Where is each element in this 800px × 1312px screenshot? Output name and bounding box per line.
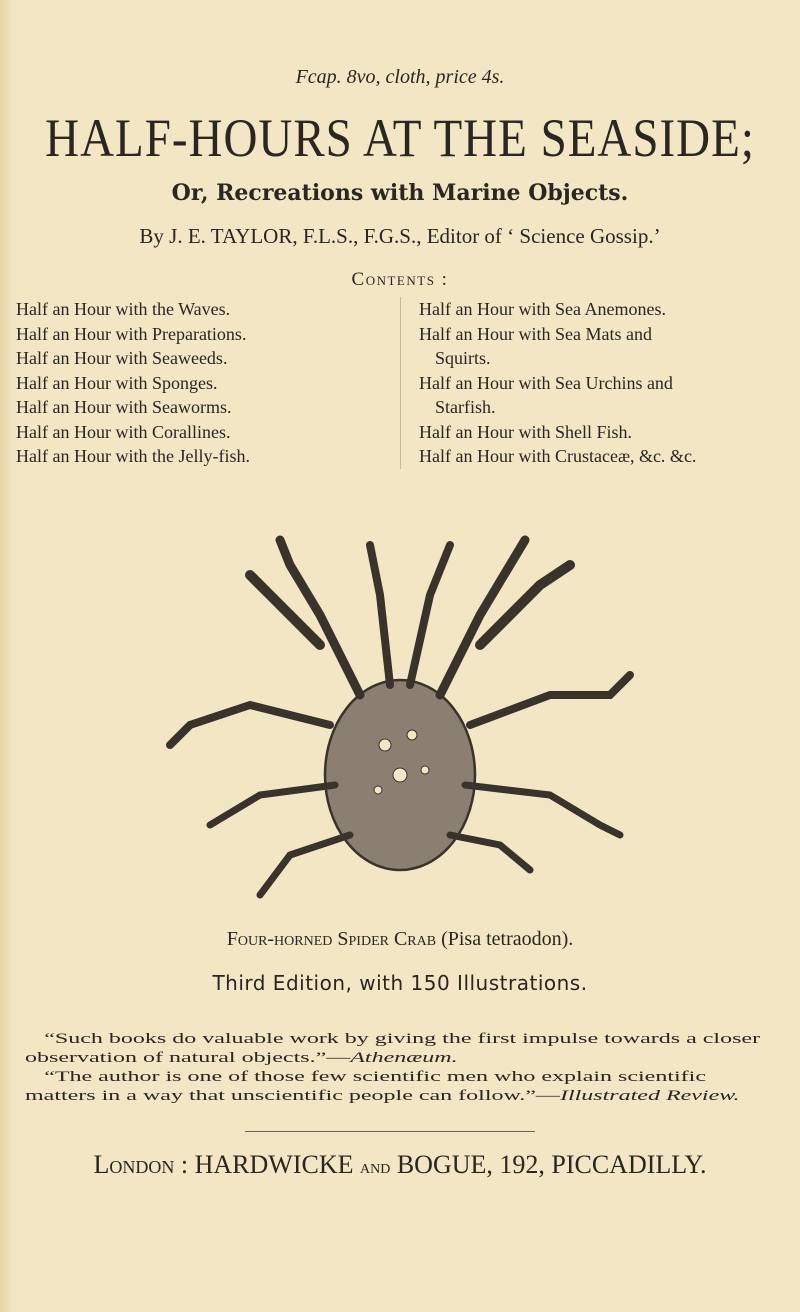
contents-item-continued: Squirts. bbox=[435, 348, 491, 368]
edition-line: Third Edition, with 150 Illustrations. bbox=[212, 971, 588, 995]
contents-item: Half an Hour with Sea Mats and bbox=[419, 323, 652, 344]
contents-item: Half an Hour with Corallines. bbox=[16, 421, 231, 442]
contents-heading: Contents : bbox=[351, 269, 449, 290]
caption-common-name: Four-horned Spider Crab bbox=[226, 928, 437, 950]
spider-crab-illustration bbox=[150, 525, 650, 910]
contents-item: Half an Hour with Shell Fish. bbox=[419, 421, 632, 442]
figure-caption bbox=[0, 928, 800, 951]
caption-latin-name: (Pisa tetraodon). bbox=[441, 928, 574, 950]
contents-item: Half an Hour with the Jelly-fish. bbox=[16, 446, 250, 466]
contents-left-column bbox=[16, 297, 356, 469]
contents-right-column bbox=[400, 297, 800, 469]
book-title: HALF-HOURS AT THE SEASIDE; bbox=[45, 109, 755, 169]
reviews bbox=[25, 1030, 777, 1106]
review-quote: “The author is one of those few scientific men who explain scientific matters in a way that unscientific people can follow.”—Illustrated Review. bbox=[25, 1069, 740, 1104]
review-source: Athenæum. bbox=[350, 1050, 458, 1066]
format-price-line: Fcap. 8vo, cloth, price 4s. bbox=[295, 66, 505, 88]
contents-item: Half an Hour with Sea Urchins and bbox=[419, 372, 673, 393]
book-subtitle: Or, Recreations with Marine Objects. bbox=[171, 180, 629, 206]
contents-item: Half an Hour with Crustaceæ, &c. &c. bbox=[419, 446, 697, 466]
contents-item-continued: Starfish. bbox=[435, 397, 496, 417]
contents-item: Half an Hour with Sea Anemones. bbox=[419, 299, 666, 319]
contents-item: Half an Hour with Preparations. bbox=[16, 323, 247, 344]
divider bbox=[245, 1131, 535, 1132]
review-quote: “Such books do valuable work by giving the first impulse towards a closer observation of natural objects.”—Athenæum. bbox=[25, 1031, 761, 1066]
review-source: Illustrated Review. bbox=[559, 1088, 740, 1104]
contents-item: Half an Hour with Seaweeds. bbox=[16, 348, 228, 368]
contents-item: Half an Hour with the Waves. bbox=[16, 299, 231, 319]
publisher-imprint: London : HARDWICKE and BOGUE, 192, PICCADILLY. bbox=[93, 1150, 707, 1179]
contents-item: Half an Hour with Seaworms. bbox=[16, 397, 232, 417]
author-line: By J. E. TAYLOR, F.L.S., F.G.S., Editor of ‘ Science Gossip.’ bbox=[139, 224, 661, 248]
contents-item: Half an Hour with Sponges. bbox=[16, 372, 218, 393]
